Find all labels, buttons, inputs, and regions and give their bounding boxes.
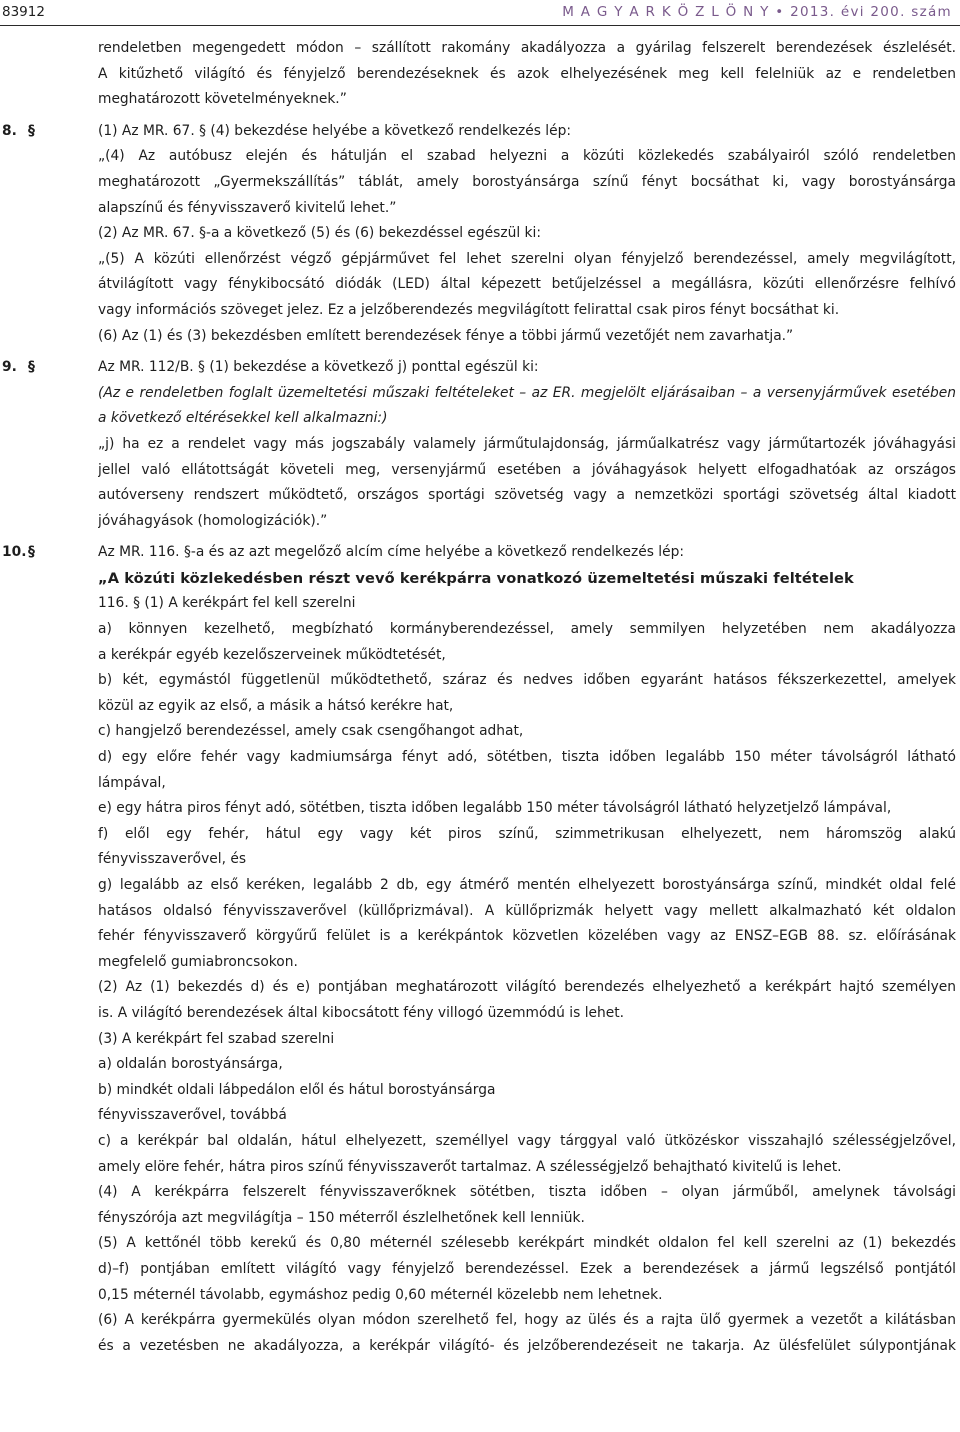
text-line <box>0 432 960 458</box>
line-text: (6) A kerékpárra gyermekülés olyan módon szerelhető fel, hogy az ülés és a rajta ülő gyermek a vezetőt a kilátásban <box>98 1312 956 1329</box>
line-text: „(4) Az autóbusz elején és hátulján el szabad helyezni a közúti közlekedés szabályairól szóló rendeletben <box>98 148 956 165</box>
line-text: meghatározott „Gyermekszállítás” táblát, amely borostyánsárga színű fényt bocsáthat ki, vagy borostyánsárga <box>98 173 956 190</box>
text-line <box>0 924 960 950</box>
line-text: (6) Az (1) és (3) bekezdésben említett berendezések fénye a többi jármű vezetőjét nem zavarhatja.” <box>98 327 794 344</box>
line-text: (3) A kerékpárt fel szabad szerelni <box>98 1030 335 1047</box>
line-text: vagy információs szöveget jelez. Ez a jelzőberendezés megvilágított felirattal csak piros fényt bocsáthat ki. <box>98 301 840 318</box>
line-text: fényvisszaverővel, továbbá <box>98 1107 287 1124</box>
header-rule <box>0 25 960 26</box>
text-line <box>0 1129 960 1155</box>
section-number <box>2 355 90 381</box>
line-text: alapszínű és fényvisszaverő kivitelű lehet.” <box>98 199 397 216</box>
section-heading-line <box>0 355 960 381</box>
text-line <box>0 170 960 196</box>
line-text: (2) Az (1) bekezdés d) és e) pontjában meghatározott világító berendezés elhelyezhető a kerékpárt hajtó személyen <box>98 979 956 996</box>
section-number-label: 10. <box>2 544 27 561</box>
text-line <box>0 36 960 62</box>
text-line <box>0 483 960 509</box>
line-text: Az MR. 116. §-a és az azt megelőző alcím címe helyébe a következő rendelkezés lép: <box>98 544 685 561</box>
line-text: jellel való ellátottságát követeli meg, versenyjármű esetében a jóváhagyások helyett elfogadhatóak az országos <box>98 461 956 478</box>
text-line <box>0 1078 960 1104</box>
line-text: c) a kerékpár bal oldalán, hátul elhelyezett, személlyel vagy tárggyal való ütközéskor visszahajló szélességjelzővel, <box>98 1132 956 1149</box>
line-text: a következő eltérésekkel kell alkalmazni:) <box>98 410 388 427</box>
text-line <box>0 822 960 848</box>
line-text: 116. § (1) A kerékpárt fel kell szerelni <box>98 595 356 612</box>
line-text: g) legalább az első keréken, legalább 2 db, egy átmérő mentén elhelyezett borostyánsárga színű, mindkét oldal felé <box>98 877 956 893</box>
text-line <box>0 144 960 170</box>
text-line <box>0 196 960 222</box>
text-line <box>0 1027 960 1053</box>
line-text: d)–f) pontjában említett világító vagy fényjelző berendezéssel. Ezek a berendezések a jármű legszélső pontjától <box>98 1260 956 1277</box>
line-text: (5) A kettőnél több kerekű és 0,80 méternél szélesebb kerékpárt mindkét oldalon fel kell szerelni az (1) bekezdés <box>98 1235 956 1252</box>
line-text: a kerékpár egyéb kezelőszerveinek működtetését, <box>98 646 446 663</box>
section-number-label: 9. <box>2 359 17 376</box>
text-line <box>0 975 960 1001</box>
line-text: fényvisszaverővel, és <box>98 851 247 868</box>
text-line <box>0 324 960 350</box>
text-line <box>0 406 960 432</box>
text-line <box>0 899 960 925</box>
text-line <box>0 1206 960 1232</box>
text-line <box>0 668 960 694</box>
text-line <box>0 1257 960 1283</box>
line-text: jóváhagyások (homologizációk).” <box>98 512 328 529</box>
line-text: Az MR. 112/B. § (1) bekezdése a következő j) ponttal egészül ki: <box>98 359 539 376</box>
line-text: fényszórója azt megvilágítja – 150 méterről észlelhetőnek kell lenniük. <box>98 1209 585 1226</box>
text-line <box>0 298 960 324</box>
line-text: „(5) A közúti ellenőrzést végző gépjárművet fel lehet szerelni olyan fényjelző berendezéssel, amely megvilágított, <box>98 250 956 267</box>
line-text: c) hangjelző berendezéssel, amely csak csengőhangot adhat, <box>98 723 524 740</box>
line-text: (2) Az MR. 67. §-a a következő (5) és (6) bekezdéssel egészül ki: <box>98 225 542 242</box>
line-text: rendeletben megengedett módon – szállított rakomány akadályozza a gyárilag felszerelt berendezések észlelését. <box>98 40 956 56</box>
text-line <box>0 62 960 88</box>
section-sign: § <box>28 359 35 376</box>
section-number <box>2 540 90 566</box>
line-text: közül az egyik az első, a másik a hátsó kerékre hat, <box>98 697 454 714</box>
text-line <box>0 87 960 113</box>
text-line <box>0 1283 960 1309</box>
text-line <box>0 950 960 976</box>
text-line <box>0 719 960 745</box>
text-line <box>0 643 960 669</box>
text-line <box>0 1308 960 1334</box>
line-text: „j) ha ez a rendelet vagy más jogszabály valamely járműtulajdonság, járműalkatrész vagy járműtartozék jóváhagyási <box>98 435 956 452</box>
text-line <box>0 1155 960 1181</box>
text-line <box>0 272 960 298</box>
text-line <box>0 221 960 247</box>
line-text: (Az e rendeletben foglalt üzemeltetési műszaki feltételeket – az ER. megjelölt eljárásaiban – a versenyjárművek esetében <box>98 384 956 401</box>
text-line <box>0 247 960 273</box>
section-sign: § <box>28 544 35 561</box>
line-text: a) oldalán borostyánsárga, <box>98 1056 283 1073</box>
line-text: e) egy hátra piros fényt adó, sötétben, tiszta időben legalább 150 méter távolságról látható helyzetjelző lámpával, <box>98 800 892 817</box>
section-sign: § <box>28 122 35 139</box>
text-line <box>0 1052 960 1078</box>
line-text: b) két, egymástól függetlenül működtethető, száraz és nedves időben egyaránt hatásos fékszerkezettel, amelyek <box>98 672 956 689</box>
line-text: f) elől egy fehér, hátul egy vagy két piros színű, szimmetrikusan elhelyezett, nem háromszög alakú <box>98 825 956 842</box>
text-line <box>0 458 960 484</box>
section-number <box>2 119 90 145</box>
line-text: autóverseny rendszert működtető, országos sportági szövetség vagy a nemzetközi sportági szövetség által kiadott <box>98 487 956 504</box>
text-line <box>0 745 960 771</box>
line-text: d) egy előre fehér vagy kadmiumsárga fényt adó, sötétben, tiszta időben legalább 150 méter távolságról látható <box>98 749 956 766</box>
text-line <box>0 796 960 822</box>
text-line <box>0 694 960 720</box>
text-line <box>0 873 960 899</box>
line-text: A kitűzhető világító és fényjelző berendezéseknek és azok elhelyezésének meg kell felelniük az e rendeletben <box>98 65 956 82</box>
line-text: átvilágított vagy fénykibocsátó diódák (LED) által képezett betűjelzéssel a megállásra, közúti ellenőrzésre felhívó <box>98 276 956 293</box>
line-text: is. A világító berendezések által kibocsátott fény villogó üzemmódú is lehet. <box>98 1004 625 1021</box>
line-text: meghatározott követelményeknek.” <box>98 91 347 108</box>
section-number-label: 8. <box>2 122 17 139</box>
line-text: (4) A kerékpárra felszerelt fényvisszaverőknek sötétben, tiszta időben – olyan járműből, amelynek távolsági <box>98 1184 956 1201</box>
line-text: hatásos oldalsó fényvisszaverővel (küllőprizmával). A küllőprizmák helyett vagy mellett alkalmazható két oldalon <box>98 902 956 919</box>
line-text: amely elöre fehér, hátra piros színű fényvisszaverőt tartalmaz. A szélességjelző behajtható kivitelű is lehet. <box>98 1158 842 1175</box>
line-text: fehér fényvisszaverő körgyűrű felület is a kerékpántok közvetlen közelében vagy az ENSZ–EGB 88. sz. előírásának <box>98 928 956 945</box>
text-line <box>0 509 960 535</box>
subtitle-text: „A közúti közlekedésben részt vevő kerékpárra vonatkozó üzemeltetési műszaki feltételek <box>98 569 854 587</box>
line-text: 0,15 méternél távolabb, egymáshoz pedig 0,60 méternél közelebb nem lehetnek. <box>98 1286 663 1303</box>
text-line <box>0 566 960 592</box>
text-line <box>0 847 960 873</box>
text-line <box>0 1103 960 1129</box>
section-heading-line <box>0 119 960 145</box>
page-number: 83912 <box>2 4 45 20</box>
line-text: b) mindkét oldali lábpedálon elől és hátul borostyánsárga <box>98 1081 496 1098</box>
line-text: a) könnyen kezelhető, megbízható kormányberendezéssel, amely semmilyen helyzetében nem akadályozza <box>98 621 956 638</box>
line-text: lámpával, <box>98 774 166 791</box>
text-line <box>0 1334 960 1360</box>
page-header <box>0 0 960 26</box>
document-body <box>0 36 960 1359</box>
line-text: (1) Az MR. 67. § (4) bekezdése helyébe a következő rendelkezés lép: <box>98 122 572 139</box>
running-head: M A G Y A R K Ö Z L Ö N Y • 2013. évi 200. szám <box>562 4 952 20</box>
line-text: megfelelő gumiabroncsokon. <box>98 953 298 970</box>
section-heading-line <box>0 540 960 566</box>
text-line <box>0 617 960 643</box>
text-line <box>0 381 960 407</box>
text-line <box>0 1231 960 1257</box>
text-line <box>0 591 960 617</box>
text-line <box>0 1001 960 1027</box>
text-line <box>0 771 960 797</box>
text-line <box>0 1180 960 1206</box>
line-text: és a vezetésben ne akadályozza, a kerékpár világító- és jelzőberendezéseit ne takarja. Az ülésfelület súlypontjának <box>98 1337 956 1354</box>
